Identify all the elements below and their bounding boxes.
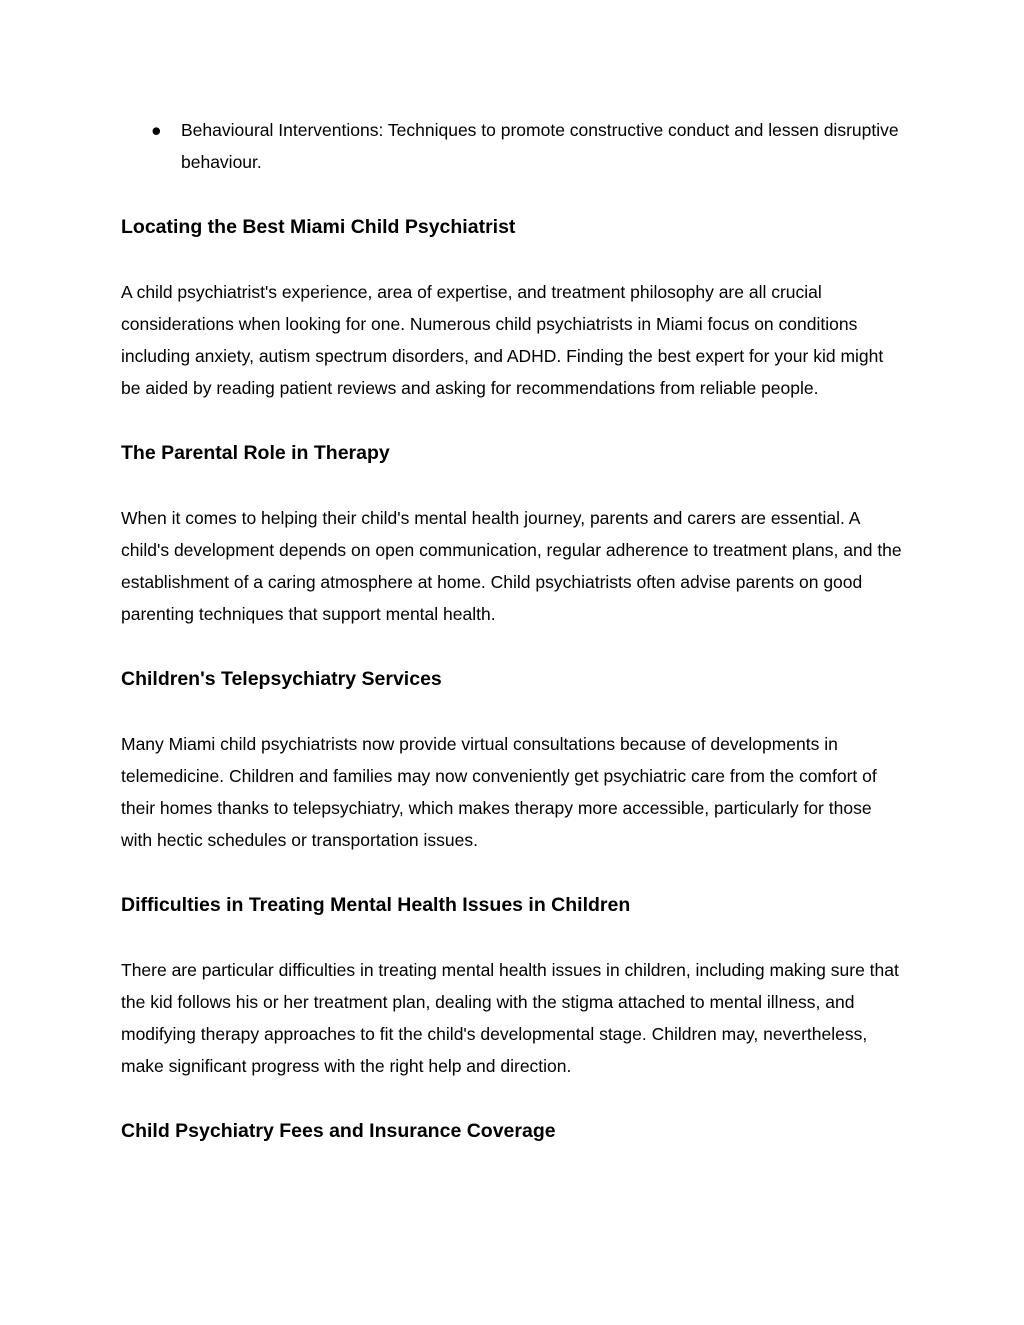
section-paragraph: A child psychiatrist's experience, area of expertise, and treatment philosophy are all crucial considerations when looking for one. Numerous child psychiatrists in Miami focus on conditions including anxiety, autism spectrum disorders, and ADHD. Finding the best expert for your kid might be aided by reading patient reviews and asking for recommendations from reliable people.	[121, 282, 884, 398]
bullet-text: Behavioural Interventions: Techniques to promote constructive conduct and lessen disruptive behaviour.	[181, 120, 899, 172]
bullet-item	[121, 114, 907, 178]
section-heading: Difficulties in Treating Mental Health Issues in Children	[121, 894, 631, 916]
section-heading: The Parental Role in Therapy	[121, 442, 390, 464]
document-page	[121, 114, 907, 1147]
bullet-icon: ●	[151, 120, 162, 140]
section-heading: Locating the Best Miami Child Psychiatrist	[121, 216, 516, 238]
section-paragraph: Many Miami child psychiatrists now provide virtual consultations because of developments in telemedicine. Children and families may now conveniently get psychiatric care from the comfort of their homes thanks to telepsychiatry, which makes therapy more accessible, particularly for those with hectic schedules or transportation issues.	[121, 734, 877, 850]
section-heading: Child Psychiatry Fees and Insurance Coverage	[121, 1120, 556, 1142]
section-paragraph: When it comes to helping their child's mental health journey, parents and carers are essential. A child's development depends on open communication, regular adherence to treatment plans, and the establishment of a caring atmosphere at home. Child psychiatrists often advise parents on good parenting techniques that support mental health.	[121, 508, 902, 624]
section-paragraph: There are particular difficulties in treating mental health issues in children, including making sure that the kid follows his or her treatment plan, dealing with the stigma attached to mental illness, and modifying therapy approaches to fit the child's developmental stage. Children may, nevertheless, make significant progress with the right help and direction.	[121, 960, 899, 1076]
section-heading: Children's Telepsychiatry Services	[121, 668, 442, 690]
